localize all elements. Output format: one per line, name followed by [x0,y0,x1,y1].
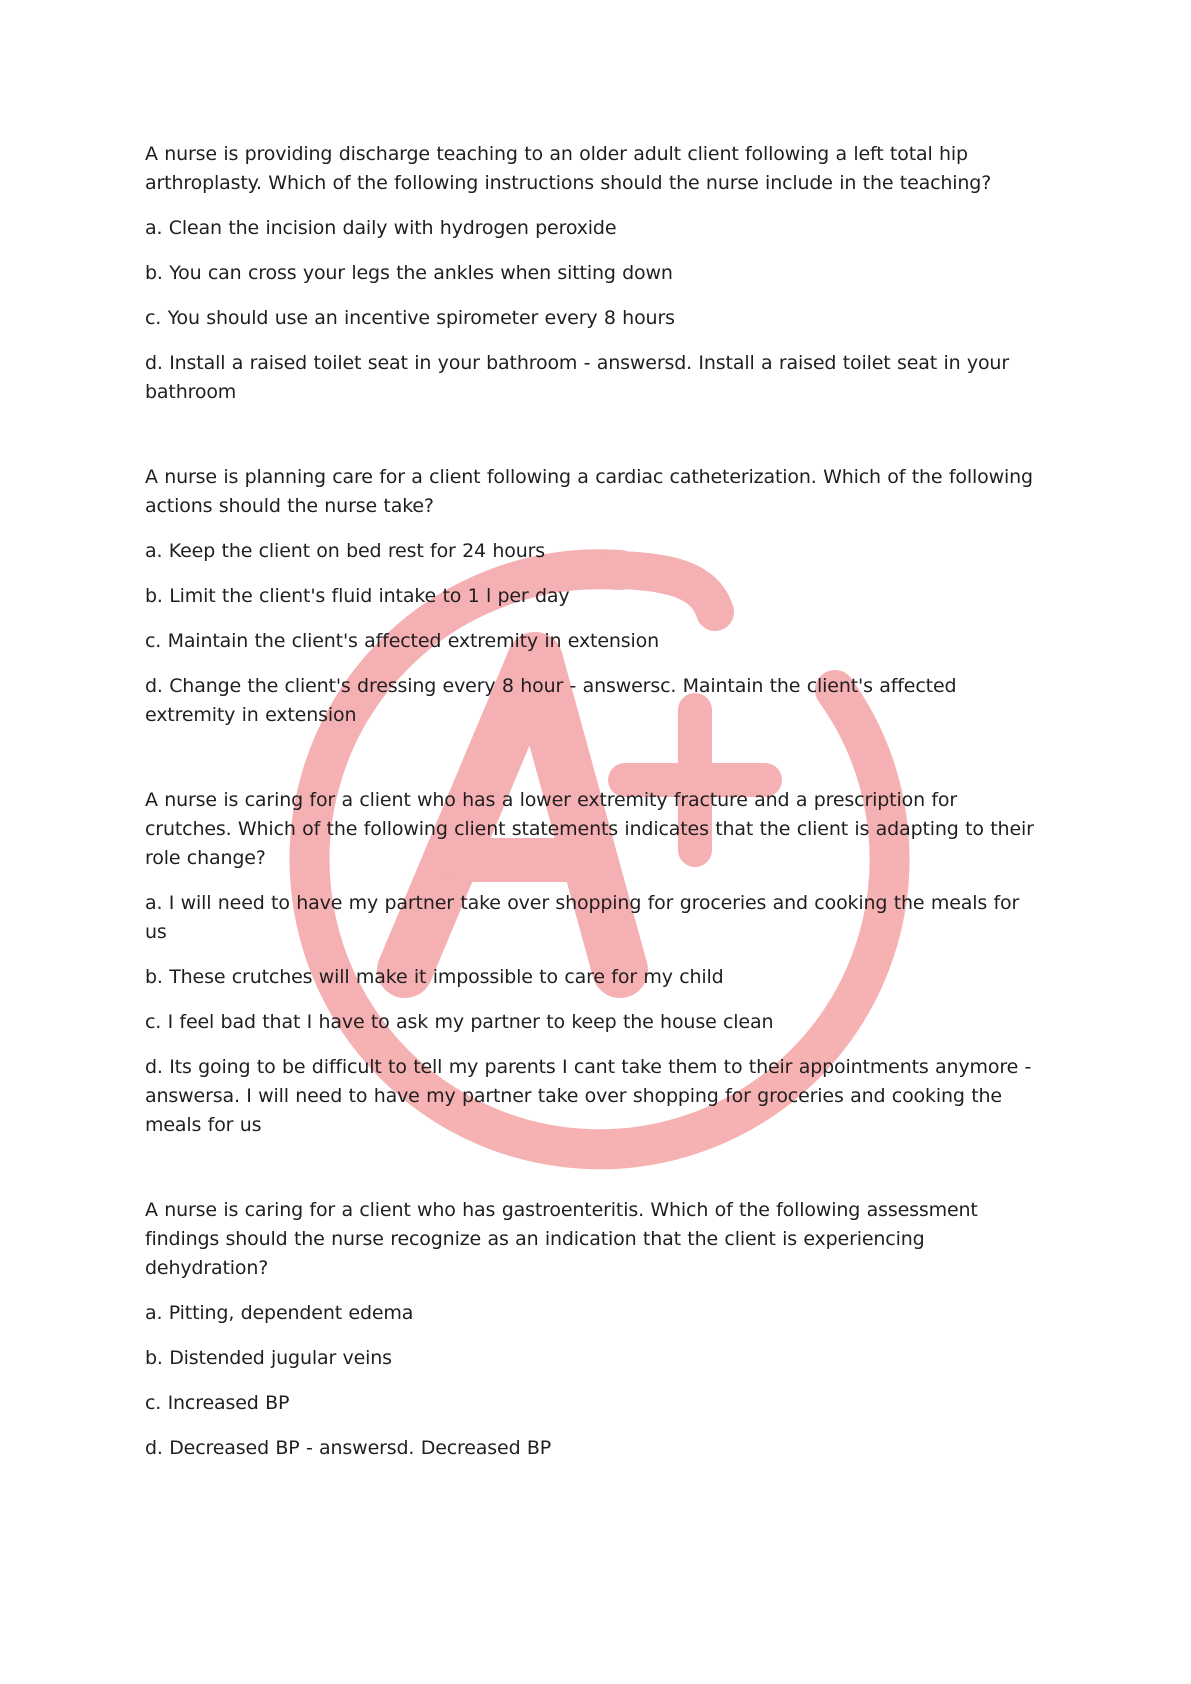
answer-option: a. I will need to have my partner take over shopping for groceries and cooking the meals for us [145,892,1020,943]
question-block [145,140,1045,407]
answer-option: b. Distended jugular veins [145,1347,392,1369]
answer-option-with-key: d. Change the client's dressing every 8 hour - answersc. Maintain the client's affected extremity in extension [145,675,957,726]
answer-option: b. You can cross your legs the ankles when sitting down [145,262,673,284]
answer-option: a. Keep the client on bed rest for 24 hours [145,540,546,562]
answer-option: c. I feel bad that I have to ask my partner to keep the house clean [145,1011,774,1033]
answer-option: c. Increased BP [145,1392,290,1414]
answer-option: a. Pitting, dependent edema [145,1302,414,1324]
answer-option-with-key: d. Decreased BP - answersd. Decreased BP [145,1437,552,1459]
question-stem: A nurse is planning care for a client following a cardiac catheterization. Which of the following actions should the nurse take? [145,466,1033,517]
question-block [145,1196,1045,1463]
answer-option: c. Maintain the client's affected extremity in extension [145,630,660,652]
question-block [145,786,1045,1140]
question-stem: A nurse is caring for a client who has gastroenteritis. Which of the following assessment findings should the nurse recognize as an indication that the client is experiencing dehydration? [145,1199,978,1279]
answer-option: a. Clean the incision daily with hydrogen peroxide [145,217,617,239]
answer-option: b. These crutches will make it impossible to care for my child [145,966,724,988]
question-block [145,463,1045,730]
answer-option-with-key: d. Install a raised toilet seat in your bathroom - answersd. Install a raised toilet seat in your bathroom [145,352,1009,403]
answer-option: c. You should use an incentive spirometer every 8 hours [145,307,675,329]
question-stem: A nurse is caring for a client who has a lower extremity fracture and a prescription for crutches. Which of the following client statements indicates that the client is adapting to their role change? [145,789,1034,869]
question-stem: A nurse is providing discharge teaching to an older adult client following a left total hip arthroplasty. Which of the following instructions should the nurse include in the teaching? [145,143,992,194]
document-body [145,140,1045,1519]
answer-option-with-key: d. Its going to be difficult to tell my parents I cant take them to their appointments anymore - answersa. I will need to have my partner take over shopping for groceries and cooking the meals for us [145,1056,1032,1136]
answer-option: b. Limit the client's fluid intake to 1 l per day [145,585,570,607]
